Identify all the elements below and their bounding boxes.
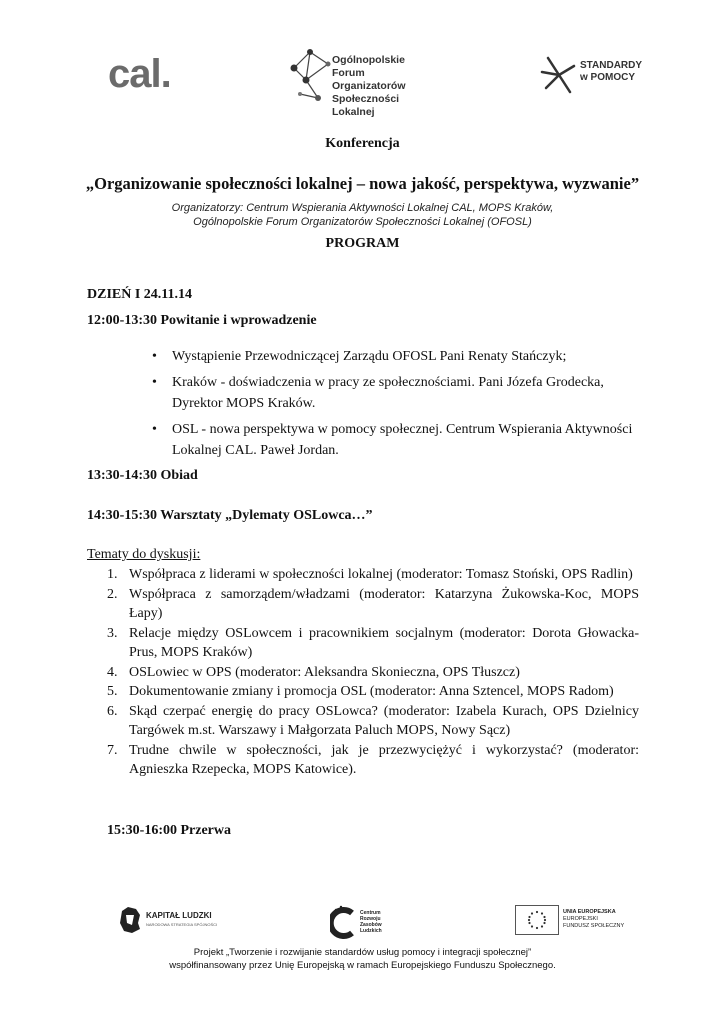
list-item: 4. OSLowiec w OPS (moderator: Aleksandra Skonieczna, OPS Tłuszcz): [107, 664, 520, 680]
ue-line-2: EUROPEJSKI: [563, 916, 598, 922]
list-item: • Kraków - doświadczenia w pracy ze społecznościami. Pani Józefa Grodecka, Dyrektor MOPS Kraków.: [152, 375, 604, 411]
conference-heading: Konferencja: [325, 136, 400, 151]
list-item: • Wystąpienie Przewodniczącej Zarządu OFOSL Pani Renaty Stańczyk;: [152, 349, 567, 364]
ue-line-3: FUNDUSZ SPOŁECZNY: [563, 923, 625, 929]
welcome-bullet-list: [150, 346, 650, 466]
list-item: • OSL - nowa perspektywa w pomocy społecznej. Centrum Wspierania Aktywności Lokalnej CAL. Paweł Jordan.: [152, 422, 633, 458]
program-label: PROGRAM: [325, 236, 400, 251]
crzl-line-1: Centrum: [360, 910, 381, 916]
list-item: 7. Trudne chwile w społeczności, jak je przezwyciężyć i wykorzystać? (moderator: Agnieszka Rzepecka, MOPS Katowice).: [107, 742, 639, 777]
standardy-line-1: STANDARDY: [580, 60, 643, 71]
star-burst-icon: [540, 54, 578, 96]
footer-line-2: współfinansowany przez Unię Europejską w ramach Europejskiego Funduszu Społecznego.: [169, 960, 556, 971]
crzl-logo: [330, 905, 390, 941]
ofosl-line-2: Organizatorów: [332, 80, 406, 92]
session-workshops: 14:30-15:30 Warsztaty „Dylematy OSLowca…”: [87, 508, 373, 523]
standardy-line-2: w POMOCY: [580, 72, 636, 83]
organizers-line-1: Organizatorzy: Centrum Wspierania Aktywności Lokalnej CAL, MOPS Kraków,: [171, 202, 554, 214]
organizers: [0, 201, 725, 229]
list-item: 1. Współpraca z liderami w społeczności lokalnej (moderator: Tomasz Stoński, OPS Radlin): [107, 567, 633, 582]
list-item: 5. Dokumentowanie zmiany i promocja OSL (moderator: Anna Sztencel, MOPS Radom): [107, 684, 614, 699]
ofosl-line-1: Ogólnopolskie Forum: [332, 54, 405, 79]
cal-logo: cal.: [108, 52, 171, 96]
list-item: 6. Skąd czerpać energię do pracy OSLowca? (moderator: Izabela Kurach, OPS Dzielnicy Targówek m.st. Warszawy i Małgorzata Paluch MOPS, Nowy Sącz): [107, 703, 639, 738]
topics-list: [107, 565, 639, 780]
session-lunch: 13:30-14:30 Obiad: [87, 468, 198, 483]
standardy-logo: [540, 54, 670, 96]
crzl-line-4: Ludzkich: [360, 928, 382, 934]
eu-flag-icon: [515, 905, 559, 935]
crzl-line-2: Rozwoju: [360, 916, 381, 922]
organizers-line-2: Ogólnopolskie Forum Organizatorów Społeczności Lokalnej (OFOSL): [193, 216, 532, 228]
ue-line-1: UNIA EUROPEJSKA: [563, 909, 616, 915]
day-heading: DZIEŃ I 24.11.14: [87, 287, 193, 302]
session-welcome: 12:00-13:30 Powitanie i wprowadzenie: [87, 313, 317, 328]
conference-title: „Organizowanie społeczności lokalnej – nowa jakość, perspektywa, wyzwanie”: [85, 174, 640, 193]
topics-label: Tematy do dyskusji:: [87, 547, 201, 562]
stars-c-icon: [330, 905, 356, 941]
ofosl-line-3: Społeczności Lokalnej: [332, 93, 400, 118]
footer-line-1: Projekt „Tworzenie i rozwijanie standardów usług pomocy i integracji społecznej”: [193, 947, 532, 958]
crzl-line-3: Zasobów: [360, 922, 382, 928]
poland-map-icon: [118, 905, 142, 935]
list-item: 3. Relacje między OSLowcem i pracownikiem socjalnym (moderator: Dorota Głowacka-Prus, MOPS Kraków): [107, 625, 639, 660]
kl-subtitle: NARODOWA STRATEGIA SPÓJNOŚCI: [146, 922, 218, 927]
kapital-ludzki-logo: [118, 905, 238, 935]
kl-title: KAPITAŁ LUDZKI: [146, 911, 212, 920]
ofosl-logo: [288, 44, 438, 118]
footer-text: [0, 946, 725, 972]
eu-logo: [515, 905, 625, 935]
session-break: 15:30-16:00 Przerwa: [107, 823, 232, 838]
list-item: 2. Współpraca z samorządem/władzami (moderator: Katarzyna Żukowska-Koc, MOPS Łapy): [107, 586, 639, 621]
